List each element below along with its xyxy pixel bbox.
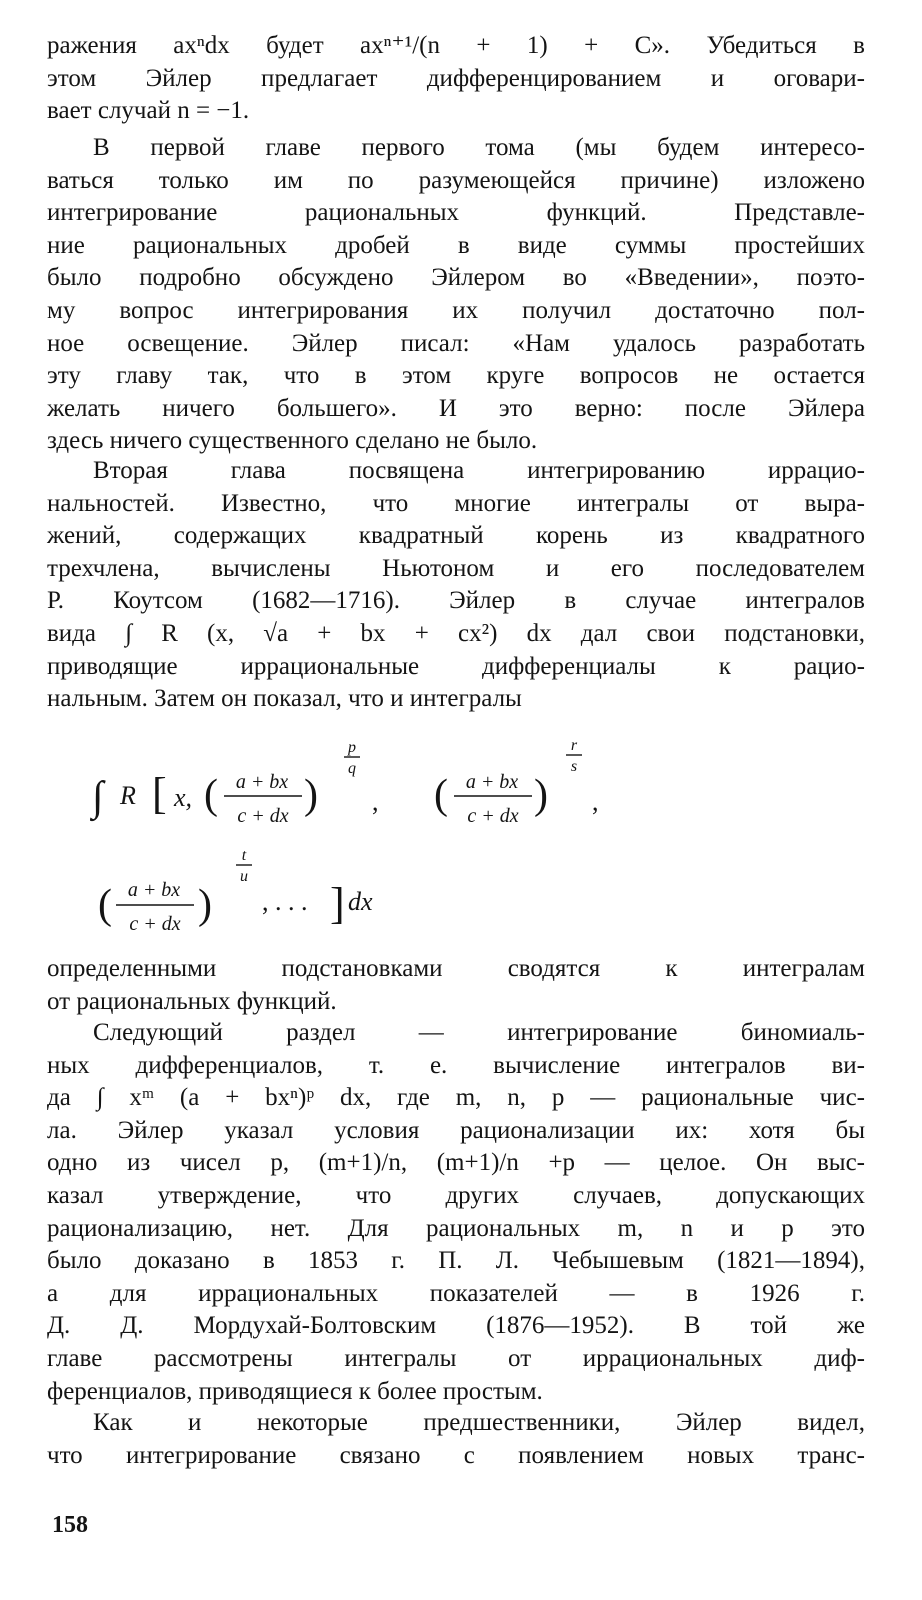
close-paren: ) (304, 772, 318, 818)
denominator: c + dx (467, 805, 519, 827)
open-paren: ( (98, 882, 112, 928)
denominator: c + dx (237, 805, 289, 827)
formula-graphic (90, 738, 650, 948)
text-line: здесь ничего существенного сделано не было. (47, 427, 538, 455)
denominator: c + dx (129, 913, 181, 935)
text-line: казал утверждение, что других случаев, допускающих (47, 1181, 865, 1209)
exponent-r: r (570, 738, 578, 754)
close-paren: ) (198, 882, 212, 928)
text-line: было доказано в 1853 г. П. Л. Чебышевым (1821—1894), (47, 1247, 865, 1275)
numerator: a + bx (235, 771, 289, 793)
text-line: ваться только им по разумеющейся причине) изложено (47, 166, 865, 194)
text-line: Как и некоторые предшественники, Эйлер видел, (93, 1409, 865, 1436)
open-paren: ( (434, 772, 448, 818)
text-line: да ∫ xᵐ (a + bxⁿ)ᵖ dx, где m, n, p — рациональные чис- (47, 1084, 865, 1112)
comma: , (372, 787, 379, 816)
numerator: a + bx (127, 879, 181, 901)
open-paren: ( (204, 772, 218, 818)
paragraph-3 (47, 455, 865, 716)
integral-sign: ∫ (92, 774, 104, 820)
text-line: нальным. Затем он показал, что и интегралы (47, 685, 522, 713)
text-line: трехчлена, вычислены Ньютоном и его последователем (47, 554, 865, 582)
text-line: одно из чисел p, (m+1)/n, (m+1)/n +p — целое. Он выс- (47, 1149, 865, 1177)
text-line: приводящие иррациональные дифференциалы к рацио- (47, 652, 865, 680)
text-line: Р. Коутсом (1682—1716). Эйлер в случае интегралов (47, 587, 865, 615)
text-line: ражения axⁿdx будет axⁿ⁺¹/(n + 1) + C». Убедиться в (47, 32, 865, 59)
text-line: от рациональных функций. (47, 987, 337, 1015)
text-line: желать ничего большего». И это верно: после Эйлера (47, 394, 865, 422)
text-line: ференциалов, приводящиеся к более простым. (47, 1377, 543, 1405)
text-line: нальностей. Известно, что многие интегралы от выра- (47, 489, 865, 517)
exponent-u: u (240, 868, 248, 885)
text-line: ных дифференциалов, т. е. вычисление интегралов ви- (47, 1051, 865, 1079)
paragraph-5 (47, 1017, 865, 1408)
text-line: му вопрос интегрирования их получил достаточно пол- (47, 296, 865, 324)
close-bracket: ] (330, 879, 345, 928)
paragraph-2 (47, 132, 865, 458)
text-line: ние рациональных дробей в виде суммы простейших (47, 231, 865, 259)
page-number: 158 (52, 1512, 88, 1538)
exponent-q: q (348, 760, 356, 777)
text-line: ла. Эйлер указал условия рационализации их: хотя бы (47, 1116, 865, 1144)
open-bracket: [ (152, 769, 167, 818)
text-line: Д. Д. Мордухай-Болтовским (1876—1952). В той же (47, 1312, 865, 1340)
text-line: эту главу так, что в этом круге вопросов не остается (47, 362, 865, 390)
paragraph-4 (47, 953, 865, 1018)
differential-dx: dx (348, 887, 373, 916)
ellipsis: , . . . (262, 887, 308, 916)
close-paren: ) (534, 772, 548, 818)
text-line: определенными подстановками сводятся к интегралам (47, 955, 865, 982)
text-line: этом Эйлер предлагает дифференцированием и оговари- (47, 64, 865, 92)
text-line: что интегрирование связано с появлением новых транс- (47, 1441, 865, 1469)
text-line: а для иррациональных показателей — в 1926 г. (47, 1279, 865, 1307)
exponent-t: t (241, 847, 247, 864)
text-line: Следующий раздел — интегрирование биномиаль- (93, 1019, 865, 1046)
text-line: вида ∫ R (x, √a + bx + cx²) dx дал свои подстановки, (47, 619, 865, 647)
text-line: В первой главе первого тома (мы будем интересо- (93, 134, 865, 161)
paragraph-6 (47, 1407, 865, 1472)
text-line: Вторая глава посвящена интегрированию иррацио- (93, 457, 865, 484)
numerator: a + bx (465, 771, 519, 793)
text-line: ное освещение. Эйлер писал: «Нам удалось разработать (47, 329, 865, 357)
text-line: главе рассмотрены интегралы от иррациональных диф- (47, 1344, 865, 1372)
var-x: x, (174, 783, 193, 812)
function-r: R (120, 781, 136, 810)
text-line: было подробно обсуждено Эйлером во «Введении», поэто- (47, 264, 865, 292)
text-line: рационализацию, нет. Для рациональных m, n и p это (47, 1214, 865, 1242)
exponent-s: s (570, 758, 578, 775)
exponent-p: p (348, 739, 356, 756)
text-line: интегрирование рациональных функций. Представле- (47, 199, 865, 227)
comma: , (592, 787, 599, 816)
text-line: вает случай n = −1. (47, 97, 250, 125)
text-line: жений, содержащих квадратный корень из квадратного (47, 522, 865, 550)
paragraph-1 (47, 30, 865, 128)
integral-formula (90, 738, 650, 948)
